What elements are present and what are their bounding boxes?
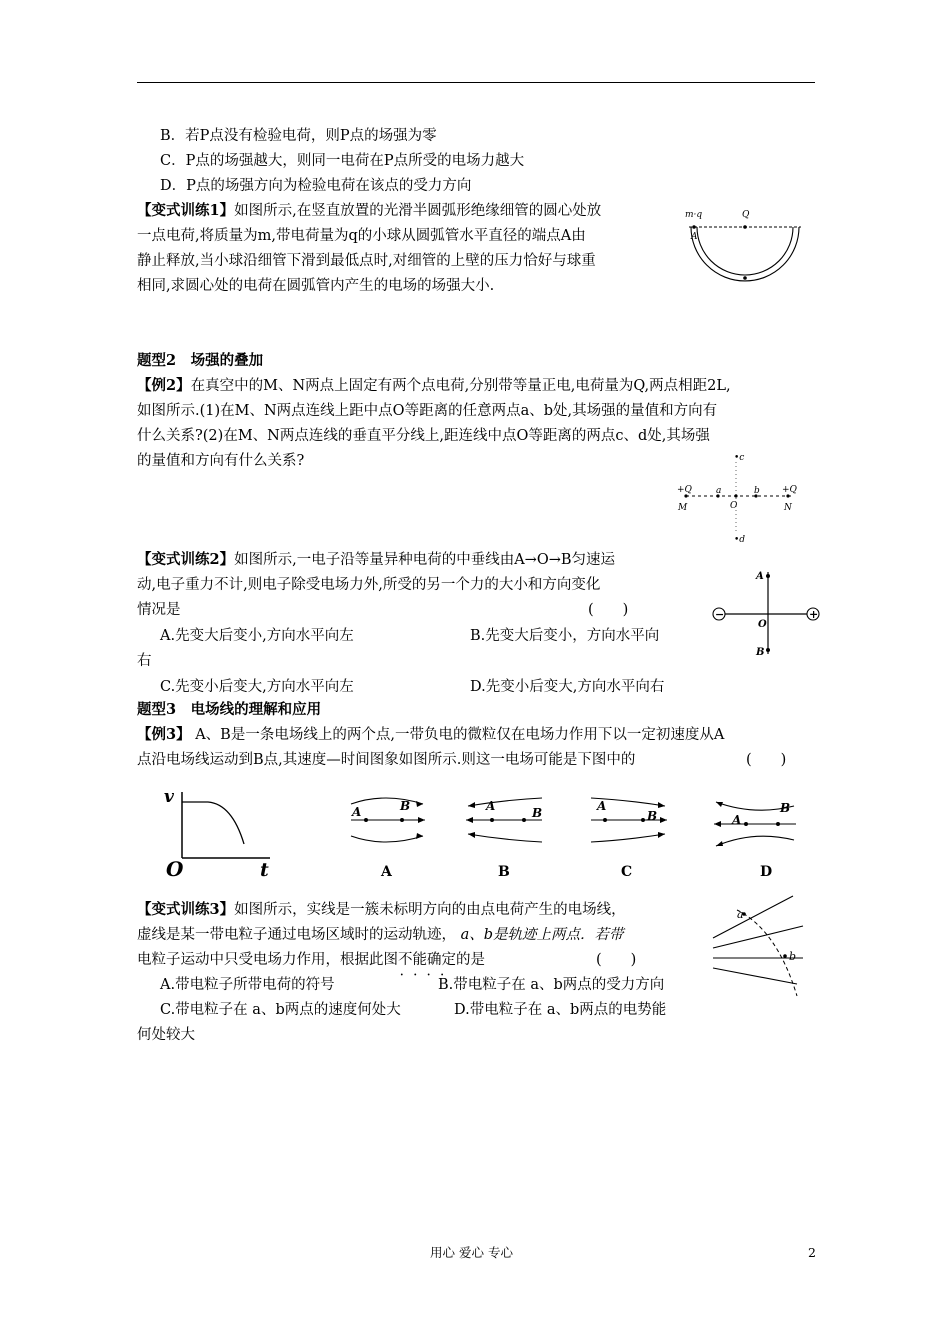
svg-text:+Q: +Q — [677, 485, 692, 495]
example2-line2: 如图所示.(1)在M、N两点连线上距中点O等距离的任意两点a、b处,其场强的量值和方向有 — [137, 403, 718, 419]
variant2-option-b: B.先变大后变小，方向水平向 — [470, 628, 660, 644]
footer-center: 用心 爱心 专心 — [430, 1245, 513, 1260]
svg-text:B: B — [756, 647, 765, 658]
variant2-answer-paren: ( ) — [588, 602, 629, 618]
example3-answer-paren: ( ) — [746, 752, 787, 768]
svg-text:D: D — [760, 864, 773, 880]
variant1-line3: 静止释放,当小球沿细管下滑到最低点时,对细管的上壁的压力恰好与球重 — [137, 253, 596, 269]
svg-text:v: v — [164, 787, 174, 807]
svg-text:M: M — [678, 503, 688, 513]
header-rule — [137, 82, 815, 83]
q1-option-b: B．若P点没有检验电荷，则P点的场强为零 — [160, 128, 437, 144]
example3-line2: 点沿电场线运动到B点,其速度—时间图象如图所示.则这一电场可能是下图中的 — [137, 752, 636, 768]
variant2-option-c: C.先变小后变大,方向水平向左 — [160, 679, 354, 695]
svg-text:A: A — [486, 799, 496, 813]
variant3-option-b: B.带电粒子在 a、b两点的受力方向 — [438, 977, 665, 993]
svg-text:Q: Q — [742, 210, 750, 220]
svg-text:b: b — [789, 950, 797, 963]
field-option-b — [462, 790, 552, 880]
svg-text:A: A — [352, 805, 362, 819]
svg-text:b: b — [754, 486, 760, 496]
emphasis-not-determinable: 不能确定 • • • • — [398, 952, 456, 968]
svg-text:−: − — [715, 608, 725, 621]
variant2-option-a: A.先变大后变小,方向水平向左 — [160, 628, 354, 644]
semicircle-tube-figure — [683, 203, 813, 285]
svg-text:B: B — [780, 801, 791, 815]
svg-text:A: A — [381, 864, 392, 880]
section3-title: 题型3 电场线的理解和应用 — [137, 701, 322, 718]
svg-text:A: A — [756, 571, 764, 582]
svg-text:B: B — [647, 809, 658, 823]
svg-text:B: B — [498, 864, 510, 880]
svg-text:O: O — [730, 501, 738, 511]
example2-line3: 什么关系?(2)在M、N两点连线的垂直平分线上,距连线中点O等距离的两点c、d处,其场强 — [137, 428, 710, 444]
variant3-option-c: C.带电粒子在 a、b两点的速度何处大 — [160, 1002, 401, 1018]
variant1-line2: 一点电荷,将质量为m,带电荷量为q的小球从圆弧管水平直径的端点A由 — [137, 228, 586, 244]
variant3-answer-paren: ( ) — [596, 952, 637, 968]
field-lines-trajectory-figure — [705, 890, 815, 1000]
variant3-line1: 【变式训练3】如图所示，实线是一簇未标明方向的由点电荷产生的电场线， — [137, 901, 626, 918]
svg-text:•d: •d — [734, 535, 746, 545]
field-option-d — [710, 790, 805, 880]
svg-text:m·q: m·q — [685, 210, 703, 220]
velocity-time-graph — [160, 780, 290, 880]
field-option-c — [585, 790, 675, 880]
field-option-a — [345, 790, 435, 880]
q1-option-d: D．P点的场强方向为检验电荷在该点的受力方向 — [160, 178, 472, 194]
variant3-option-d-cont: 何处较大 — [137, 1027, 195, 1043]
q1-option-c: C．P点的场强越大，则同一电荷在P点所受的电场力越大 — [160, 153, 525, 169]
svg-text:•c: •c — [734, 453, 745, 463]
page-number: 2 — [808, 1245, 816, 1260]
two-charges-figure — [672, 448, 812, 548]
svg-text:B: B — [532, 806, 543, 820]
svg-text:O: O — [166, 857, 184, 880]
variant2-line1: 【变式训练2】如图所示,一电子沿等量异种电荷的中垂线由A→O→B匀速运 — [137, 551, 616, 568]
svg-text:O: O — [758, 619, 767, 630]
variant3-line2: 虚线是某一带电粒子通过电场区域时的运动轨迹， a、b是轨迹上两点．若带 — [137, 927, 624, 943]
svg-text:A: A — [597, 799, 607, 813]
example3-line1: 【例3】 A、B是一条电场线上的两个点,一带负电的微粒仅在电场力作用下以一定初速度从A — [137, 726, 725, 743]
svg-text:a: a — [737, 908, 744, 921]
svg-text:t: t — [260, 859, 269, 880]
svg-text:B: B — [400, 799, 411, 813]
example2-line4: 的量值和方向有什么关系? — [137, 453, 305, 469]
variant3-line3: 电粒子运动中只受电场力作用，根据此图不能确定 • • • •的是 — [137, 950, 485, 970]
variant2-option-d: D.先变小后变大,方向水平向右 — [470, 679, 665, 695]
svg-text:A: A — [732, 813, 742, 827]
variant1-line1: 【变式训练1】如图所示,在竖直放置的光滑半圆弧形绝缘细管的圆心处放 — [137, 202, 602, 219]
svg-text:C: C — [621, 864, 633, 880]
svg-text:+Q: +Q — [782, 485, 797, 495]
svg-text:+: + — [809, 608, 819, 621]
variant2-option-b-cont: 右 — [137, 653, 152, 669]
section2-title: 题型2 场强的叠加 — [137, 352, 264, 369]
svg-text:a: a — [716, 486, 722, 496]
example2-line1: 【例2】在真空中的M、N两点上固定有两个点电荷,分别带等量正电,电荷量为Q,两点相距2L, — [137, 377, 731, 394]
variant3-option-a: A.带电粒子所带电荷的符号 — [160, 977, 335, 993]
variant3-option-d: D.带电粒子在 a、b两点的电势能 — [454, 1002, 667, 1018]
variant1-line4: 相同,求圆心处的电荷在圆弧管内产生的电场的场强大小. — [137, 278, 495, 294]
dipole-figure — [705, 562, 825, 662]
svg-text:A: A — [691, 232, 698, 242]
variant2-line3: 情况是 — [137, 602, 181, 618]
svg-text:N: N — [784, 503, 792, 513]
variant2-line2: 动,电子重力不计,则电子除受电场力外,所受的另一个力的大小和方向变化 — [137, 577, 601, 593]
